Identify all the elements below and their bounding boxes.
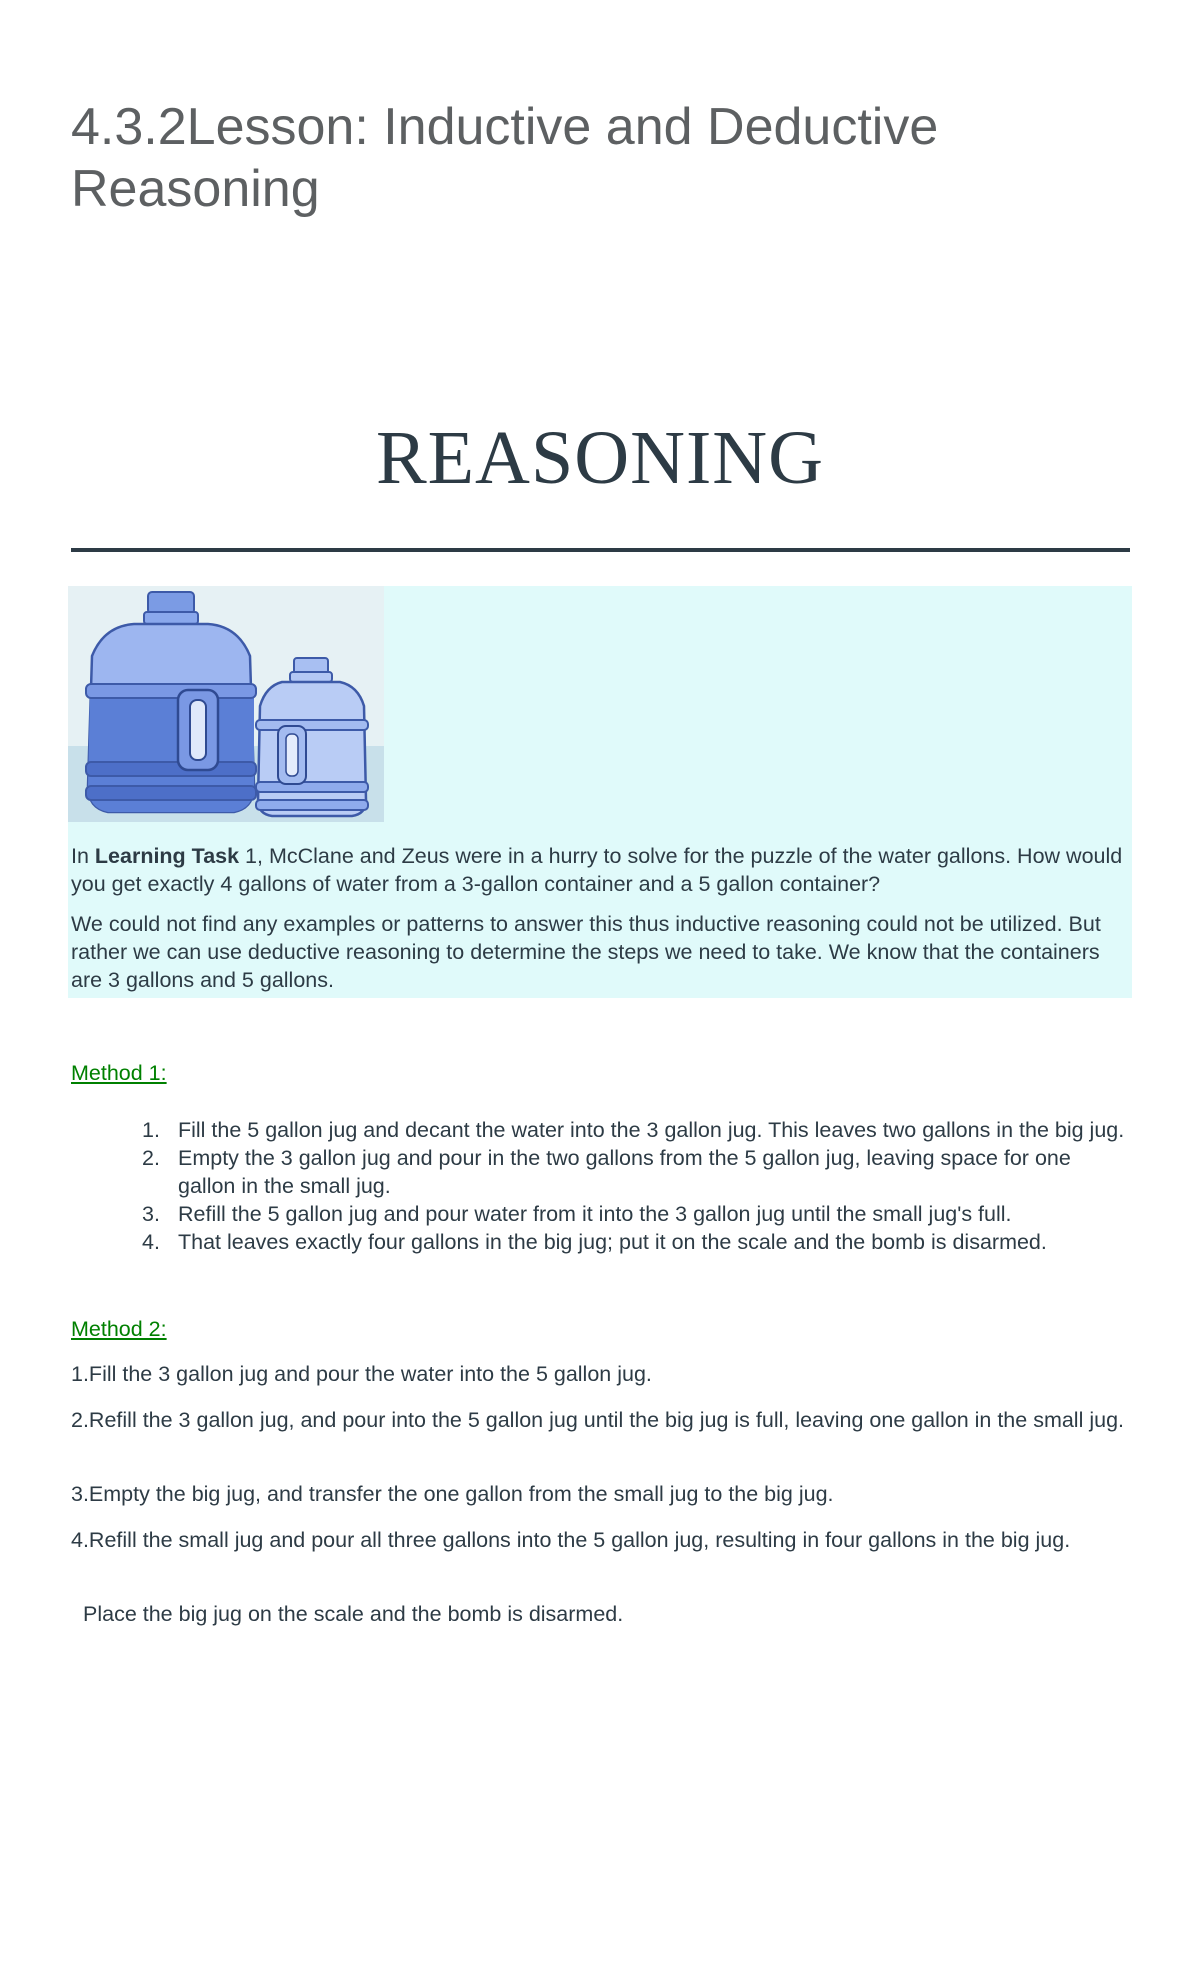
method-2-step-4: 4.Refill the small jug and pour all three gallons into the 5 gallon jug, resulting in four gallons in the big jug. — [71, 1528, 1071, 1552]
list-item: 3. Refill the 5 gallon jug and pour water from it into the 3 gallon jug until the small jug's full. — [142, 1202, 1012, 1226]
intro-box — [68, 586, 1132, 998]
banner-heading: REASONING — [375, 416, 825, 500]
method-2-step-3: 3.Empty the big jug, and transfer the one gallon from the small jug to the big jug. — [71, 1482, 834, 1506]
water-jugs-illustration — [68, 586, 384, 822]
method-2-step-1: 1.Fill the 3 gallon jug and pour the water into the 5 gallon jug. — [71, 1362, 652, 1386]
list-item: 1. Fill the 5 gallon jug and decant the water into the 3 gallon jug. This leaves two gallons in the big jug. — [142, 1118, 1125, 1142]
method-1-steps — [71, 1116, 1131, 1256]
intro-paragraph-2: We could not find any examples or patterns to answer this thus inductive reasoning could not be utilized. But rather we can use deductive reasoning to determine the steps we need to take. We know that the containers are 3 gallons and 5 gallons. — [71, 912, 1101, 992]
learning-task-label: Learning Task — [94, 844, 240, 868]
method-2-step-2: 2.Refill the 3 gallon jug, and pour into the 5 gallon jug until the big jug is full, leaving one gallon in the small jug. — [71, 1408, 1124, 1432]
page-title: 4.3.2Lesson: Inductive and Deductive Reasoning — [71, 98, 939, 218]
method-2-heading: Method 2: — [71, 1317, 167, 1341]
divider-rule — [71, 548, 1130, 552]
method-1-heading: Method 1: — [71, 1061, 167, 1085]
intro-paragraph-1: In Learning Task 1, McClane and Zeus were in a hurry to solve for the puzzle of the water gallons. How would you get exactly 4 gallons of water from a 3-gallon container and a 5 gallon container? — [71, 844, 1123, 896]
method-2-closing: Place the big jug on the scale and the bomb is disarmed. — [83, 1602, 624, 1626]
intro-text — [71, 842, 1123, 1006]
list-item: 4. That leaves exactly four gallons in the big jug; put it on the scale and the bomb is disarmed. — [142, 1230, 1047, 1254]
list-item: 2. Empty the 3 gallon jug and pour in the two gallons from the 5 gallon jug, leaving space for one gallon in the small jug. — [142, 1146, 1071, 1198]
